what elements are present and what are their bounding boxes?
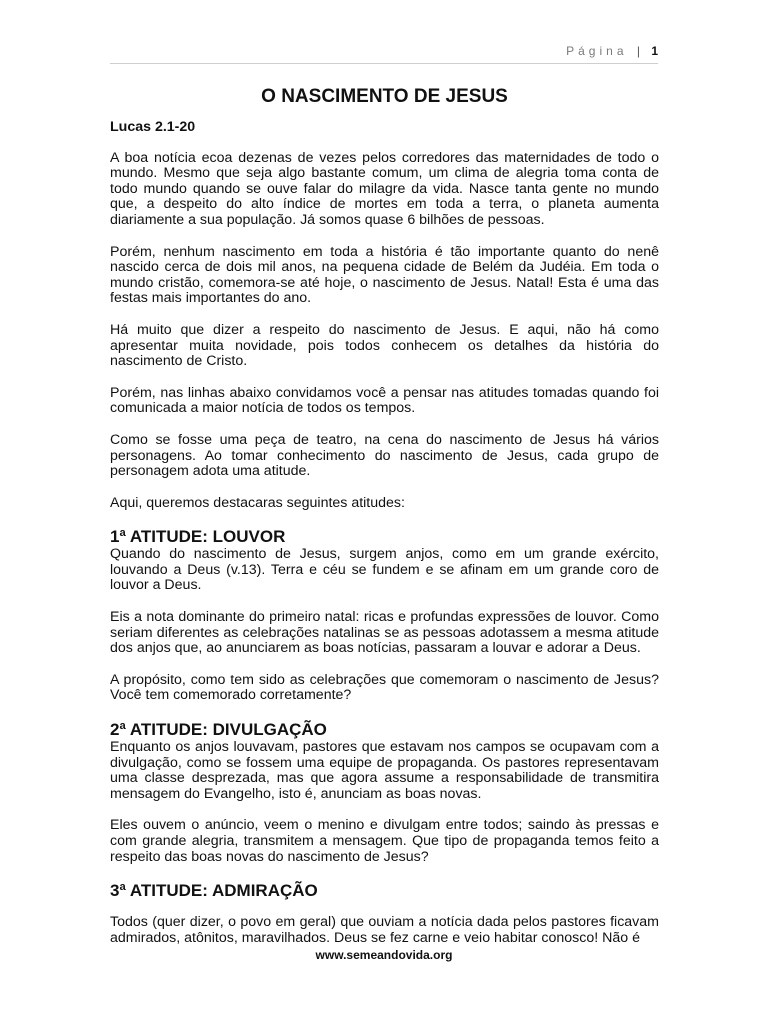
intro-paragraph: Há muito que dizer a respeito do nascimento de Jesus. E aqui, não há como apresentar muita novidade, pois todos conhecem os detalhes da história do nascimento de Cristo. bbox=[110, 321, 659, 370]
section-heading-louvor: 1ª ATITUDE: LOUVOR bbox=[110, 527, 286, 547]
intro-paragraph: A boa notícia ecoa dezenas de vezes pelos corredores das maternidades de todo o mundo. Mesmo que seja algo bastante comum, um clima de alegria toma conta de todo mundo quando se ouve falar do milagre da vida. Nasce tanta gente no mundo que, a despeito do alto índice de mortes em toda a terra, o planeta aumenta diariamente a sua população. Já somos quase 6 bilhões de pessoas. bbox=[110, 149, 659, 228]
page-number: 1 bbox=[651, 44, 658, 58]
section-heading-admiracao: 3ª ATITUDE: ADMIRAÇÃO bbox=[110, 881, 318, 901]
footer-url: www.semeandovida.org bbox=[315, 948, 453, 962]
intro-paragraph: Como se fosse uma peça de teatro, na cena do nascimento de Jesus há vários personagens. Ao tomar conhecimento do nascimento de Jesus, cada grupo de personagem adota uma atitude. bbox=[110, 431, 659, 480]
intro-paragraph: Porém, nas linhas abaixo convidamos você a pensar nas atitudes tomadas quando foi comunicada a maior notícia de todos os tempos. bbox=[110, 384, 659, 417]
page-label: Página bbox=[566, 44, 628, 58]
page-header bbox=[566, 44, 658, 58]
section-paragraph: Quando do nascimento de Jesus, surgem anjos, como em um grande exército, louvando a Deus (v.13). Terra e céu se fundem e se afinam em um grande coro de louvor a Deus. bbox=[110, 546, 659, 594]
section-paragraph: Enquanto os anjos louvavam, pastores que estavam nos campos se ocupavam com a divulgação, como se fossem uma equipe de propaganda. Os pastores representavam uma classe desprezada, mas que agora assume a responsabilidade de transmitira mensagem do Evangelho, isto é, anunciam as boas novas. bbox=[110, 739, 659, 802]
document-body bbox=[110, 86, 659, 962]
section-paragraph: A propósito, como tem sido as celebrações que comemoram o nascimento de Jesus? Você tem comemorado corretamente? bbox=[110, 671, 659, 704]
intro-paragraph: Aqui, queremos destacaras seguintes atitudes: bbox=[110, 494, 405, 511]
header-divider bbox=[110, 63, 658, 64]
intro-paragraph: Porém, nenhum nascimento em toda a história é tão importante quanto do nenê nascido cerca de dois mil anos, na pequena cidade de Belém da Judéia. Em toda o mundo cristão, comemora-se até hoje, o nascimento de Jesus. Natal! Esta é uma das festas mais importantes do ano. bbox=[110, 243, 659, 307]
scripture-reference: Lucas 2.1-20 bbox=[110, 119, 196, 135]
section-paragraph: Todos (quer dizer, o povo em geral) que ouviam a notícia dada pelos pastores ficavam admirados, atônitos, maravilhados. Deus se fez carne e veio habitar conosco! Não é bbox=[110, 914, 659, 946]
section-heading-divulgacao: 2ª ATITUDE: DIVULGAÇÃO bbox=[110, 720, 327, 740]
document-title: O NASCIMENTO DE JESUS bbox=[261, 86, 508, 107]
page-separator: | bbox=[636, 44, 640, 58]
section-paragraph: Eis a nota dominante do primeiro natal: ricas e profundas expressões de louvor. Como seriam diferentes as celebrações natalinas se as pessoas adotassem a mesma atitude dos anjos que, ao anunciarem as boas notícias, passaram a louvar e adorar a Deus. bbox=[110, 609, 659, 657]
section-paragraph: Eles ouvem o anúncio, veem o menino e divulgam entre todos; saindo às pressas e com grande alegria, transmitem a mensagem. Que tipo de propaganda temos feito a respeito das boas novas do nascimento de Jesus? bbox=[110, 817, 659, 865]
